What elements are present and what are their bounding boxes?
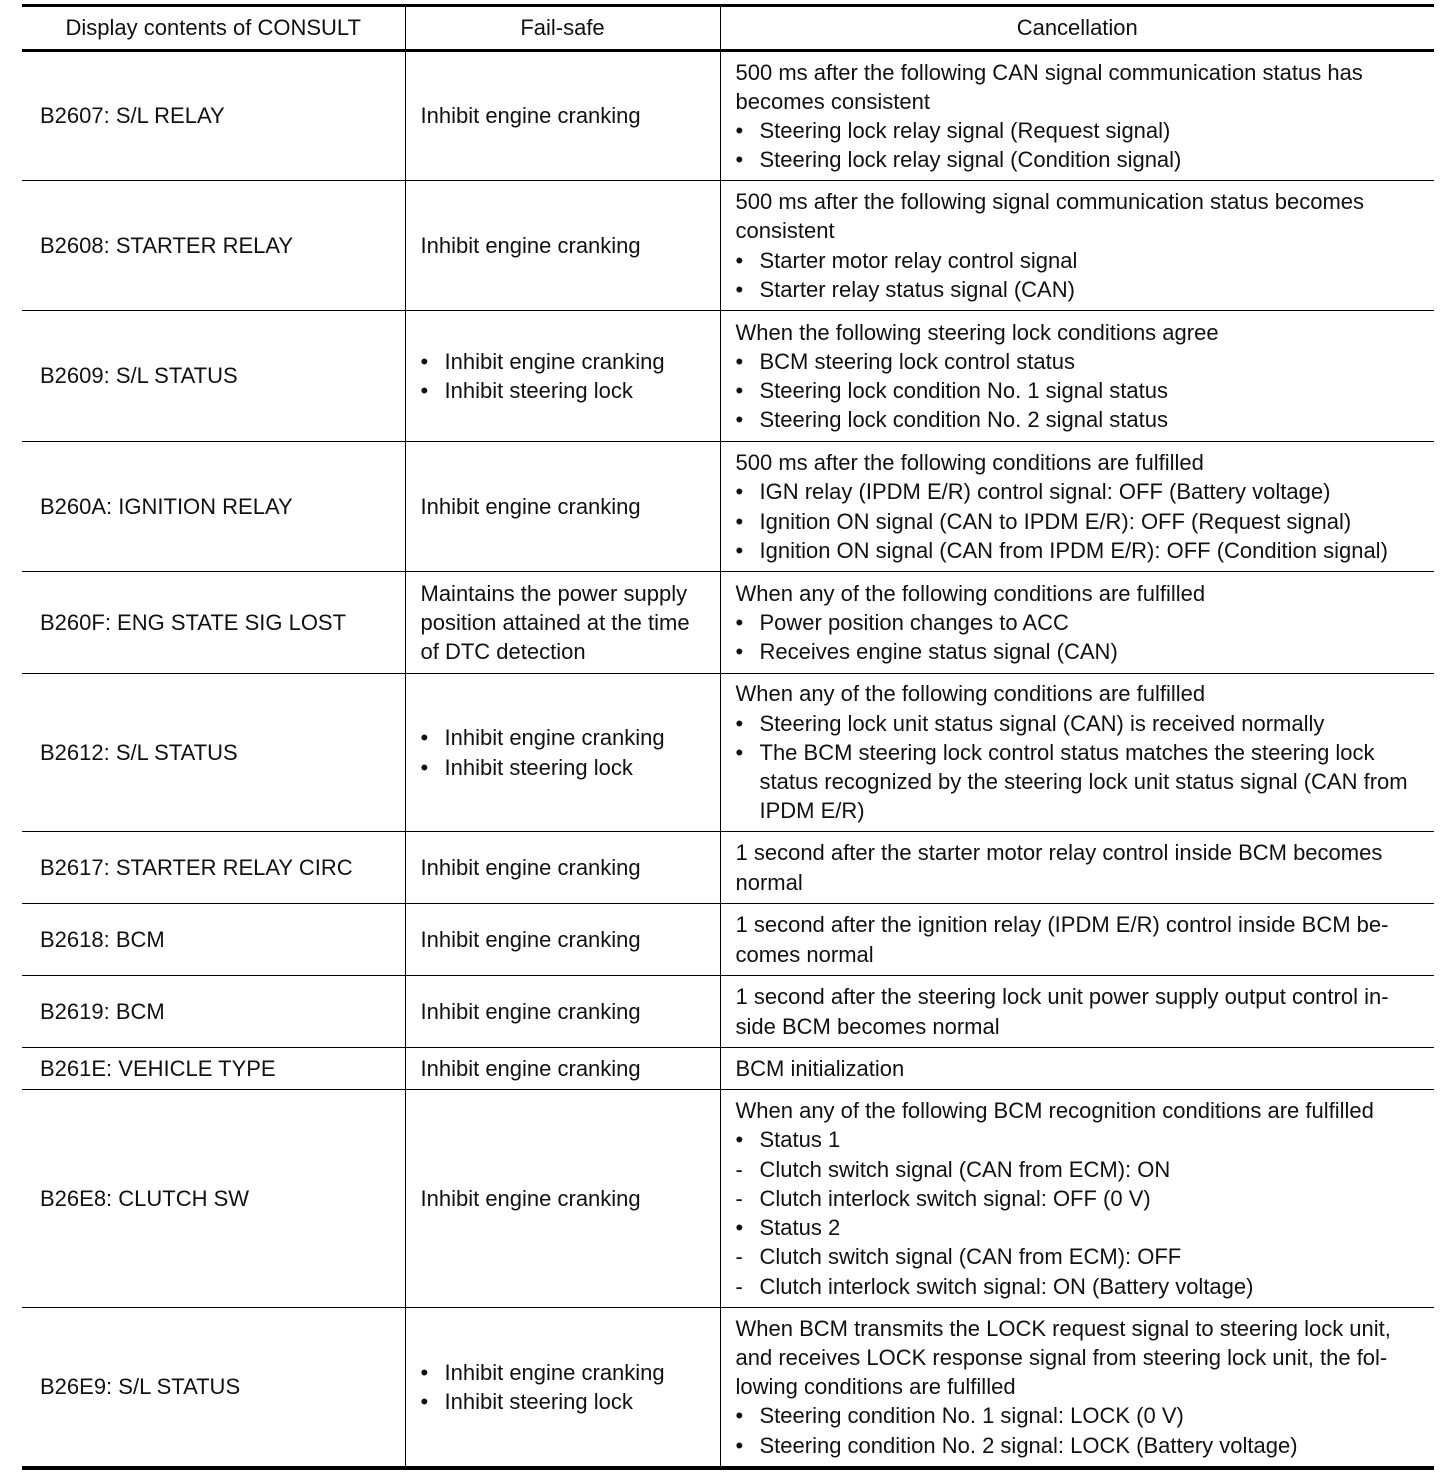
cancellation-condition-text: Ignition ON signal (CAN from IPDM E/R): OFF (Condition signal) [759,537,1388,563]
cancellation-lead-text: 1 second after the starter motor relay control inside BCM becomes normal [735,840,1383,895]
cancellation-cell [720,976,1434,1048]
cancellation-condition-item [736,738,1429,826]
cancellation-condition-list [736,116,1429,174]
cancellation-condition-text: Ignition ON signal (CAN to IPDM E/R): OFF (Request signal) [759,508,1352,534]
cancellation-cell [720,832,1434,904]
cancellation-cell [720,904,1434,976]
cancellation-condition-list [736,709,1429,826]
cancellation-condition-item [736,608,1429,637]
cancellation-lead-text: When the following steering lock conditions agree [735,319,1219,345]
cancellation-condition-text: Starter relay status signal (CAN) [759,276,1075,302]
table-row [22,832,1434,904]
bullet-icon: • [735,276,744,302]
table-row [22,1048,1434,1090]
cancellation-condition-item [736,1401,1429,1430]
fail-safe-item-text: Inhibit steering lock [444,754,633,780]
bullet-icon: • [420,378,429,403]
table-row [22,572,1434,674]
fail-safe-list-item [421,347,710,376]
fail-safe-cell: Maintains the power supply position attained at the time of DTC detection [405,572,720,674]
header-cancellation: Cancellation [720,6,1434,51]
cancellation-lead-text: 500 ms after the following signal communication status becomes consistent [735,189,1365,244]
cancellation-condition-text: Clutch interlock switch signal: ON (Battery voltage) [759,1273,1254,1299]
cancellation-lead-text: 500 ms after the following CAN signal communication status has becomes consistent [735,59,1363,114]
cancellation-condition-item [736,275,1429,304]
bullet-icon: • [735,1403,744,1429]
fail-safe-list [421,347,710,405]
cancellation-cell [720,674,1434,832]
bullet-icon: • [735,247,744,273]
header-consult-display: Display contents of CONSULT [22,6,405,51]
cancellation-condition-text: The BCM steering lock control status matches the steering lock status recognized by the steering lock unit status signal (CAN from IPDM E/R) [759,739,1408,824]
table-row [22,311,1434,442]
cancellation-lead-text: When any of the following conditions are fulfilled [735,681,1206,707]
fail-safe-cell: Inhibit engine cranking [405,442,720,572]
cancellation-condition-text: Clutch switch signal (CAN from ECM): ON [759,1156,1171,1182]
table-row [22,976,1434,1048]
cancellation-cell [720,1048,1434,1090]
table-row [22,442,1434,572]
table-row [22,51,1434,181]
table-row [22,674,1434,832]
dtc-display-cell: B2618: BCM [22,904,405,976]
cancellation-condition-text: Steering lock unit status signal (CAN) is received normally [759,710,1325,736]
cancellation-condition-list [736,246,1429,304]
bullet-icon: • [735,537,744,563]
cancellation-condition-item [736,477,1429,506]
cancellation-condition-item [736,116,1429,145]
bullet-icon: • [735,1432,744,1458]
fail-safe-cell [405,1308,720,1468]
table-row [22,1308,1434,1468]
cancellation-lead-text: 1 second after the steering lock unit power supply output control in-side BCM becomes normal [735,984,1389,1039]
dtc-display-cell: B261E: VEHICLE TYPE [22,1048,405,1090]
cancellation-lead-text: BCM initialization [735,1055,905,1081]
fail-safe-cell: Inhibit engine cranking [405,1048,720,1090]
cancellation-condition-text: Status 2 [759,1215,841,1241]
cancellation-condition-item [736,637,1429,666]
cancellation-lead-text: 1 second after the ignition relay (IPDM E/R) control inside BCM be-comes normal [735,912,1389,967]
bullet-icon: • [735,118,744,143]
bullet-icon: • [735,609,744,635]
fail-safe-list [421,723,710,781]
fail-safe-item-text: Inhibit steering lock [444,1388,633,1414]
cancellation-condition-item [736,246,1429,275]
fail-safe-cell: Inhibit engine cranking [405,181,720,311]
cancellation-condition-item [736,709,1429,738]
bullet-icon: • [735,508,744,534]
dtc-display-cell: B2612: S/L STATUS [22,674,405,832]
cancellation-condition-list [736,608,1429,666]
cancellation-cell [720,442,1434,572]
dtc-display-cell: B26E8: CLUTCH SW [22,1090,405,1308]
cancellation-condition-text: Steering condition No. 2 signal: LOCK (Battery voltage) [759,1432,1298,1458]
cancellation-cell [720,1308,1434,1468]
cancellation-condition-text: Steering lock relay signal (Request signal) [759,118,1171,143]
bullet-icon: • [735,378,744,403]
bullet-icon: • [420,1359,429,1385]
cancellation-condition-item [736,145,1429,174]
cancellation-condition-text: BCM steering lock control status [759,348,1075,374]
fail-safe-document [22,4,1434,1469]
bullet-icon: • [420,1388,429,1414]
cancellation-condition-list [736,477,1429,565]
dash-icon: - [735,1273,743,1299]
cancellation-condition-text: Status 1 [759,1127,841,1153]
cancellation-lead-text: 500 ms after the following conditions are fulfilled [735,450,1204,476]
fail-safe-cell: Inhibit engine cranking [405,976,720,1048]
dtc-display-cell: B260A: IGNITION RELAY [22,442,405,572]
bullet-icon: • [735,639,744,665]
table-body [22,51,1434,1468]
fail-safe-cell: Inhibit engine cranking [405,904,720,976]
dtc-display-cell: B26E9: S/L STATUS [22,1308,405,1468]
dtc-display-cell: B2617: STARTER RELAY CIRC [22,832,405,904]
fail-safe-list-item [421,1387,710,1416]
cancellation-cell [720,181,1434,311]
cancellation-condition-text: Steering lock condition No. 1 signal status [759,378,1168,403]
cancellation-condition-item [736,1125,1429,1154]
cancellation-condition-item [736,405,1429,434]
dtc-display-cell: B260F: ENG STATE SIG LOST [22,572,405,674]
dtc-display-cell: B2607: S/L RELAY [22,51,405,181]
cancellation-condition-text: IGN relay (IPDM E/R) control signal: OFF (Battery voltage) [759,479,1331,505]
cancellation-condition-text: Steering condition No. 1 signal: LOCK (0 V) [759,1403,1184,1429]
cancellation-cell [720,1090,1434,1308]
fail-safe-cell [405,674,720,832]
dtc-display-cell: B2619: BCM [22,976,405,1048]
fail-safe-list-item [421,723,710,752]
table-row [22,1090,1434,1308]
fail-safe-list-item [421,376,710,405]
table-row [22,181,1434,311]
cancellation-condition-item [736,1184,1429,1213]
fail-safe-list-item [421,1358,710,1387]
fail-safe-item-text: Inhibit engine cranking [444,348,665,374]
cancellation-condition-list [736,347,1429,435]
cancellation-condition-text: Steering lock condition No. 2 signal status [759,407,1168,433]
fail-safe-cell: Inhibit engine cranking [405,832,720,904]
cancellation-condition-item [736,1272,1429,1301]
header-fail-safe: Fail-safe [405,6,720,51]
cancellation-condition-item [736,1242,1429,1271]
cancellation-cell [720,51,1434,181]
bullet-icon: • [735,739,744,765]
fail-safe-list-item [421,753,710,782]
cancellation-condition-text: Steering lock relay signal (Condition signal) [759,147,1182,173]
bullet-icon: • [735,479,744,505]
table-header-row [22,6,1434,51]
fail-safe-item-text: Inhibit steering lock [444,378,633,403]
bullet-icon: • [735,1127,744,1153]
dtc-display-cell: B2609: S/L STATUS [22,311,405,442]
fail-safe-cell: Inhibit engine cranking [405,1090,720,1308]
dash-icon: - [735,1156,743,1182]
cancellation-condition-text: Starter motor relay control signal [759,247,1078,273]
cancellation-condition-list [736,1401,1429,1459]
bullet-icon: • [735,710,744,736]
fail-safe-table [22,4,1434,1470]
cancellation-condition-item [736,1431,1429,1460]
dash-icon: - [735,1185,743,1211]
cancellation-lead-text: When any of the following conditions are fulfilled [735,580,1206,606]
cancellation-condition-item [736,507,1429,536]
cancellation-condition-list [736,1125,1429,1300]
table-row [22,904,1434,976]
fail-safe-item-text: Inhibit engine cranking [444,1359,665,1385]
cancellation-condition-text: Clutch switch signal (CAN from ECM): OFF [759,1244,1182,1270]
bullet-icon: • [735,348,744,374]
cancellation-condition-text: Receives engine status signal (CAN) [759,639,1118,665]
cancellation-condition-item [736,347,1429,376]
bullet-icon: • [420,348,429,374]
cancellation-lead-text: When any of the following BCM recognition conditions are fulfilled [735,1098,1374,1124]
bullet-icon: • [420,754,429,780]
dtc-display-cell: B2608: STARTER RELAY [22,181,405,311]
fail-safe-cell [405,311,720,442]
cancellation-cell [720,572,1434,674]
bullet-icon: • [735,407,744,433]
bullet-icon: • [735,1215,744,1241]
fail-safe-cell: Inhibit engine cranking [405,51,720,181]
bullet-icon: • [735,147,744,173]
cancellation-condition-item [736,1155,1429,1184]
cancellation-condition-item [736,1213,1429,1242]
dash-icon: - [735,1244,743,1270]
bullet-icon: • [420,725,429,751]
cancellation-condition-text: Clutch interlock switch signal: OFF (0 V) [759,1185,1151,1211]
fail-safe-item-text: Inhibit engine cranking [444,725,665,751]
cancellation-condition-item [736,536,1429,565]
fail-safe-list [421,1358,710,1416]
cancellation-cell [720,311,1434,442]
cancellation-lead-text: When BCM transmits the LOCK request signal to steering lock unit, and receives LOCK response signal from steering lock unit, the fol-lowing conditions are fulfilled [735,1315,1391,1400]
cancellation-condition-item [736,376,1429,405]
cancellation-condition-text: Power position changes to ACC [759,609,1069,635]
